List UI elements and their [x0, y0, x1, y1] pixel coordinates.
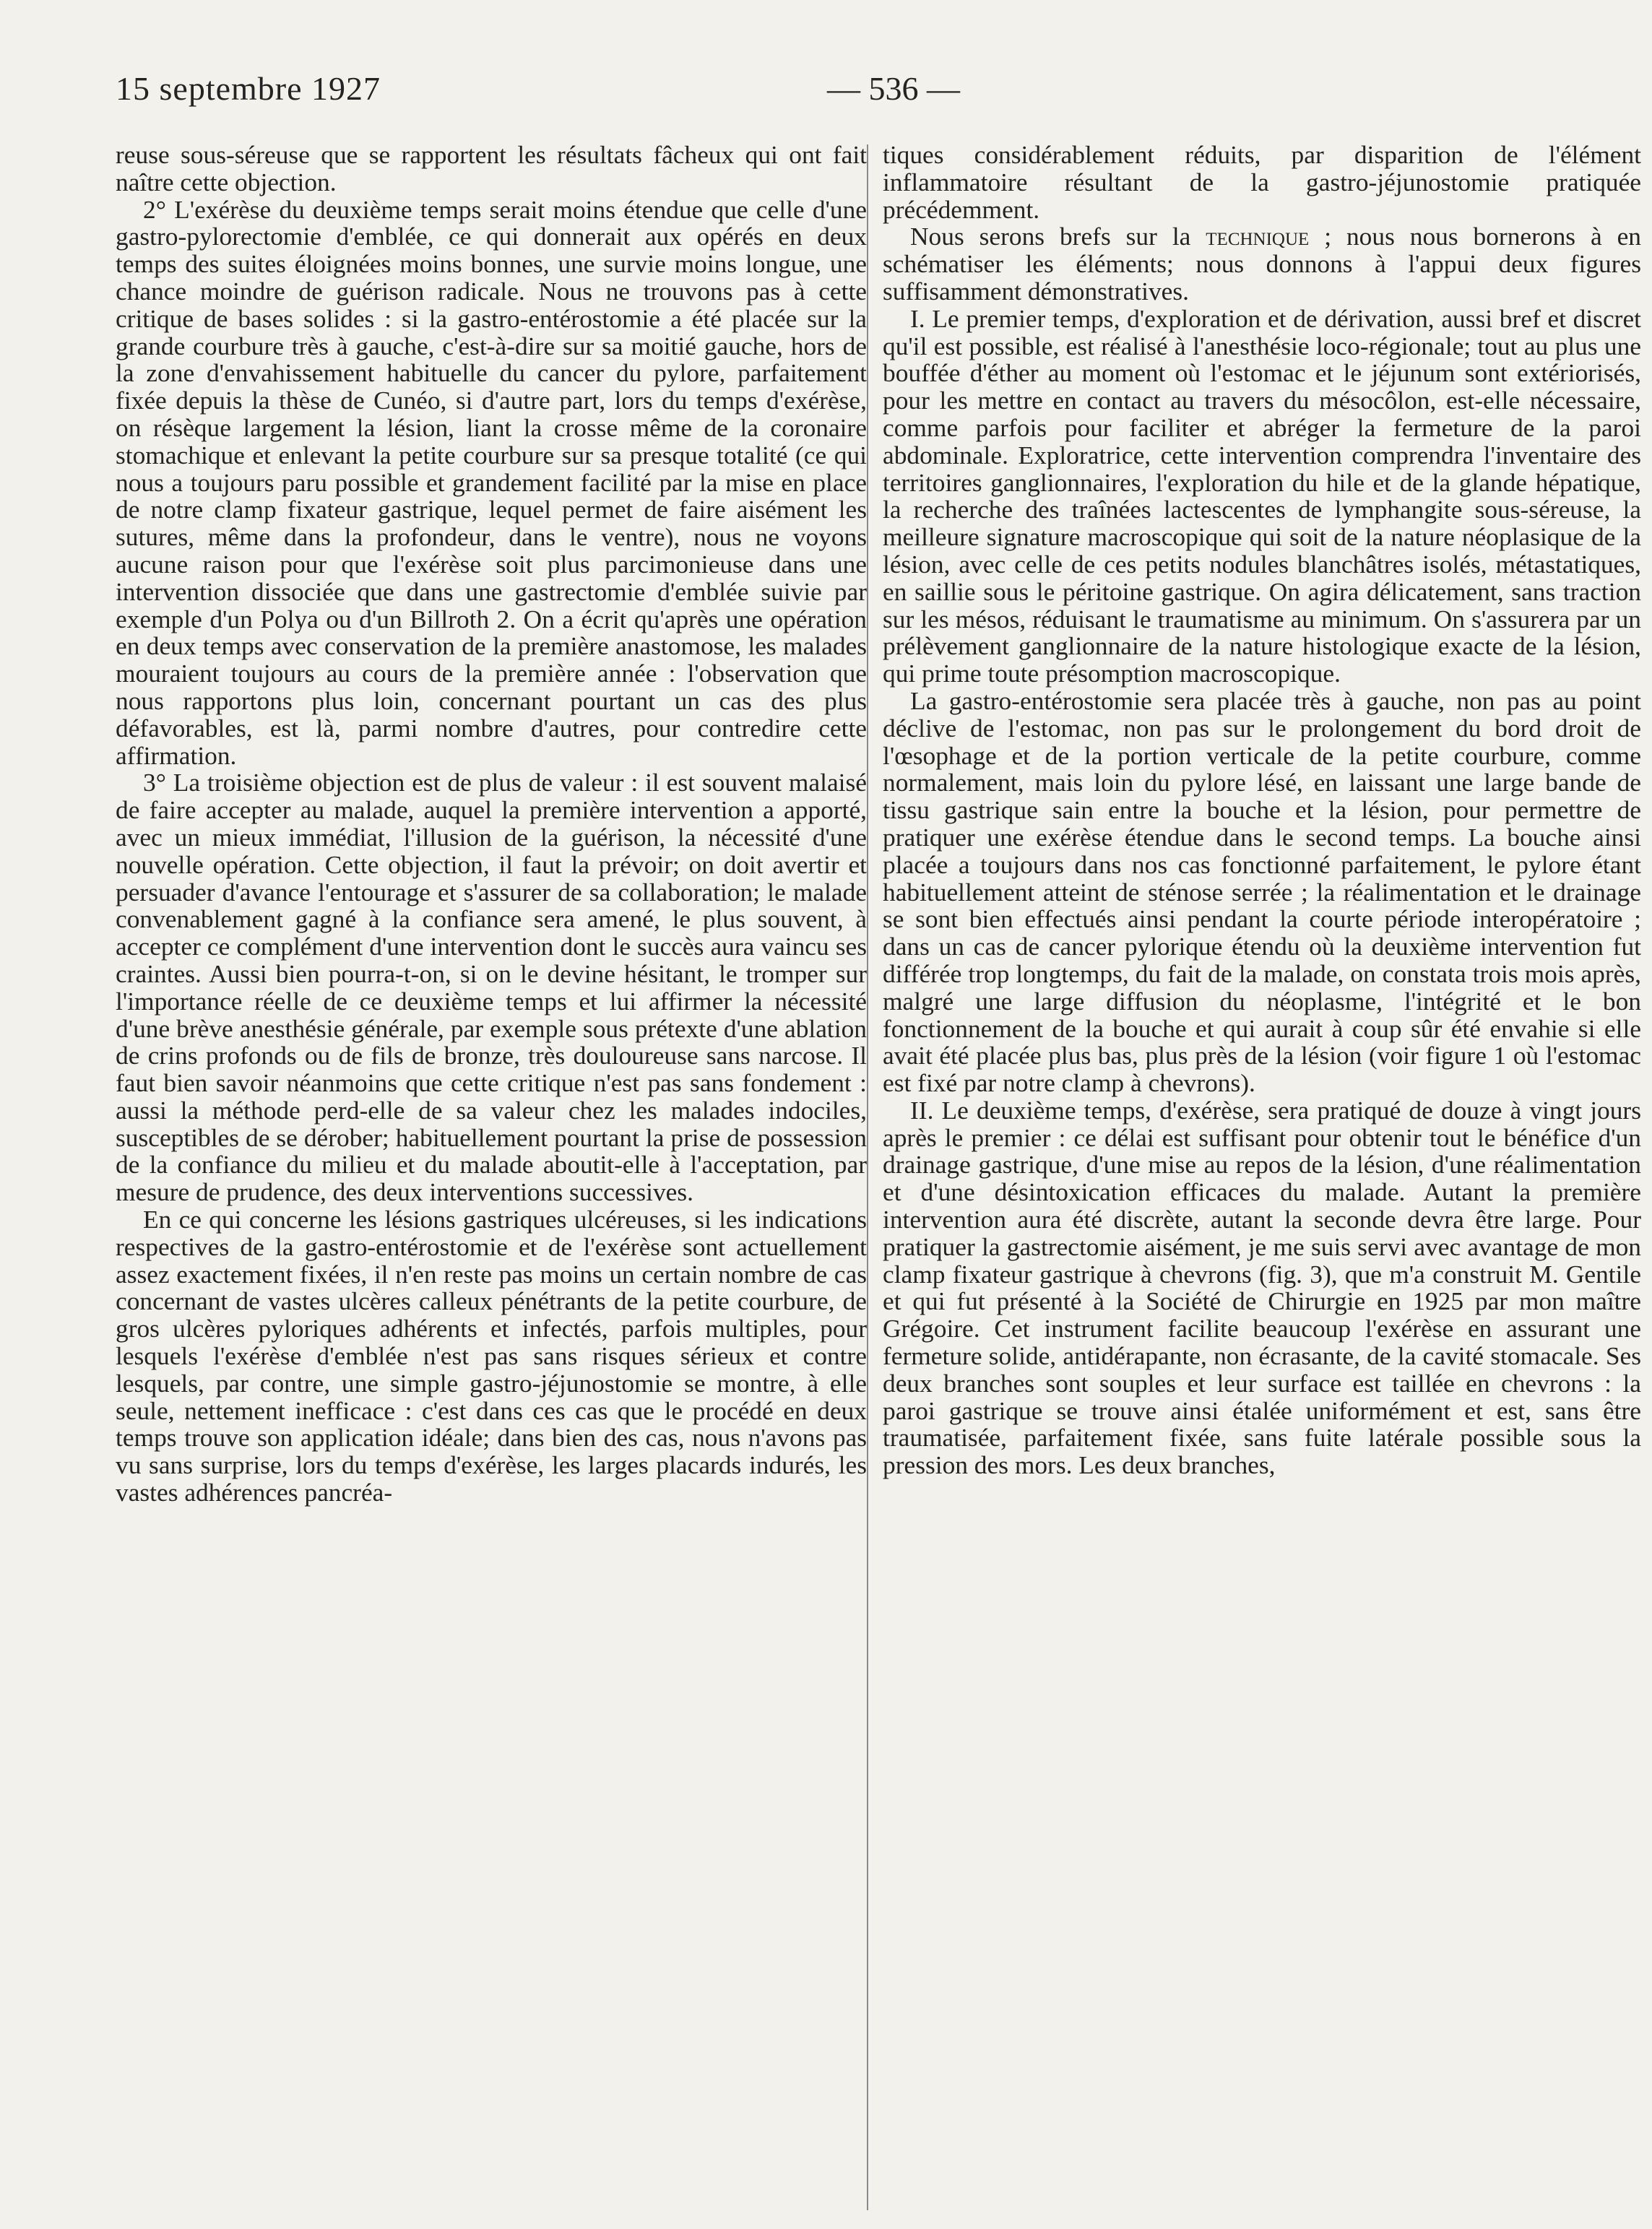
issue-date: 15 septembre 1927 — [116, 70, 381, 107]
paragraph-text: Nous serons brefs sur la — [910, 222, 1206, 251]
page-number: — 536 — — [827, 70, 960, 107]
paragraph: 2° L'exérèse du deuxième temps serait moins étendue que celle d'une gastro-pylorectomie d'emblée, ce qui donnerait aux opérés en deux temps des suites éloignées moins bonnes, une survie moins longue, une chance moindre de guérison radicale. Nous ne trouvons pas à cette critique de bases solides : si la gastro-entérostomie a été placée sur la grande courbure très à gauche, c'est-à-dire sur sa moitié gauche, hors de la zone d'envahissement habituelle du cancer du pylore, parfaitement fixée depuis la thèse de Cunéo, si d'autre part, lors du temps d'exérèse, on résèque largement la lésion, liant la crosse même de la coronaire stomachique et enlevant la petite courbure sur sa presque totalité (ce qui nous a toujours paru possible et grandement facilité par la mise en place de notre clamp fixateur gastrique, lequel permet de faire aisément les sutures, même dans la profondeur, dans le ventre), nous ne voyons aucune raison pour que l'exérèse soit plus parcimonieuse dans une intervention dissociée que dans une gastrectomie d'emblée suivie par exemple d'un Polya ou d'un Billroth 2. On a écrit qu'après une opération en deux temps avec conservation de la première anastomose, les malades mouraient toujours au cours de la première année : l'observation que nous rapportons plus loin, concernant pourtant un cas des plus défavorables, est là, parmi nombre d'autres, pour contredire cette affirmation. — [116, 194, 867, 770]
column-divider — [867, 144, 868, 2210]
paragraph-text: ; nous nous bornerons à en schématiser les éléments; nous donnons à l'appui deux figures suffisamment démonstratives. — [883, 222, 1641, 306]
left-column — [116, 142, 867, 1507]
page-header — [116, 69, 1551, 120]
right-column — [883, 142, 1641, 1479]
paragraph: La gastro-entérostomie sera placée très à gauche, non pas au point déclive de l'estomac, non pas sur le prolongement du bord droit de l'œsophage et de la portion verticale de la petite courbure, comme normalement, mais loin du pylore lésé, en laissant une large bande de tissu gastrique sain entre la bouche et la lésion, pour permettre de pratiquer une exérèse étendue dans le second temps. La bouche ainsi placée a toujours dans nos cas fonctionné parfaitement, le pylore étant habituellement atteint de sténose serrée ; la réalimentation et le drainage se sont bien effectués ainsi pendant la courte période interopératoire ; dans un cas de cancer pylorique étendu où la deuxième intervention fut différée trop longtemps, du fait de la malade, on constata trois mois après, malgré une large diffusion du néoplasme, l'intégrité et le bon fonctionnement de la bouche et qui aurait à coup sûr été envahie si elle avait été placée plus bas, plus près de la lésion (voir figure 1 où l'estomac est fixé par notre clamp à chevrons). — [883, 685, 1641, 1098]
paragraph: II. Le deuxième temps, d'exérèse, sera pratiqué de douze à vingt jours après le premier : ce délai est suffisant pour obtenir tout le bénéfice d'un drainage gastrique, d'une mise au repos de la lésion, d'une réalimentation et d'une désintoxication efficaces du malade. Autant la première intervention aura été discrète, autant la seconde devra être large. Pour pratiquer la gastrectomie aisément, je me suis servi avec avantage de mon clamp fixateur gastrique à chevrons (fig. 3), que m'a construit M. Gentile et qui fut présenté à la Société de Chirurgie en 1925 par mon maître Grégoire. Cet instrument facilite beaucoup l'exérèse en assurant une fermeture solide, antidérapante, non écrasante, de la cavité stomacale. Ses deux branches sont souples et leur surface est taillée en chevrons : la paroi gastrique se trouve ainsi étalée uniformément et est, sans être traumatisée, parfaitement fixée, sans fuite latérale possible sous la pression des mors. Les deux branches, — [883, 1095, 1641, 1480]
paragraph: En ce qui concerne les lésions gastriques ulcéreuses, si les indications respectives de la gastro-entérostomie et de l'exérèse sont actuellement assez exactement fixées, il n'en reste pas moins un certain nombre de cas concernant de vastes ulcères calleux pénétrants de la petite courbure, de gros ulcères pyloriques adhérents et infectés, parfois multiples, pour lesquels l'exérèse d'emblée n'est pas sans risques sérieux et contre lesquels, par contre, une simple gastro-jéjunostomie se montre, à elle seule, nettement inefficace : c'est dans ces cas que le procédé en deux temps trouve son application idéale; dans bien des cas, nous n'avons pas vu sans surprise, lors du temps d'exérèse, les larges placards indurés, les vastes adhérences pancréa- — [116, 1205, 867, 1507]
paragraph — [883, 223, 1641, 305]
small-caps-term: technique — [1206, 222, 1310, 251]
paragraph: I. Le premier temps, d'exploration et de dérivation, aussi bref et discret qu'il est possible, est réalisé à l'anesthésie loco-régionale; tout au plus une bouffée d'éther au moment où l'estomac et le jéjunum sont extériorisés, pour les mettre en contact au travers du mésocôlon, est-elle nécessaire, comme parfois pour faciliter et abréger la fermeture de la paroi abdominale. Exploratrice, cette intervention comprendra l'inventaire des territoires ganglionnaires, l'exploration du hile et de la glande hépatique, la recherche des traînées lactescentes de lymphangite sous-séreuse, la meilleure signature macroscopique qui soit de la nature néoplasique de la lésion, avec celle de ces petits nodules blanchâtres isolés, métastatiques, en saillie sous le péritoine gastrique. On agira délicatement, sans traction sur les mésos, réduisant le traumatisme au minimum. On s'assurera par un prélèvement ganglionnaire de la nature histologique exacte de la lésion, qui prime toute présomption macroscopique. — [883, 303, 1641, 688]
paragraph: 3° La troisième objection est de plus de valeur : il est souvent malaisé de faire accepter au malade, auquel la première intervention a apporté, avec un mieux immédiat, l'illusion de la guérison, la nécessité d'une nouvelle opération. Cette objection, il faut la prévoir; on doit avertir et persuader d'avance l'entourage et s'assurer de sa collaboration; le malade convenablement gagné à la confiance sera amené, le plus souvent, à accepter ce complément d'une intervention dont le succès aura vaincu ses craintes. Aussi bien pourra-t-on, si on le devine hésitant, le tromper sur l'importance réelle de ce deuxième temps et lui affirmer la nécessité d'une brève anesthésie générale, par exemple sous prétexte d'une ablation de crins profonds ou de fils de bronze, très douloureuse sans narcose. Il faut bien savoir néanmoins que cette critique n'est pas sans fondement : aussi la méthode perd-elle de sa valeur chez les malades indociles, susceptibles de se dérober; habituellement pourtant la prise de possession de la confiance du milieu et du malade aboutit-elle à l'acceptation, par mesure de prudence, des deux interventions successives. — [116, 768, 867, 1207]
paragraph: tiques considérablement réduits, par disparition de l'élément inflammatoire résultant de la gastro-jéjunostomie pratiquée précédemment. — [883, 140, 1641, 224]
paragraph: reuse sous-séreuse que se rapportent les résultats fâcheux qui ont fait naître cette objection. — [116, 140, 867, 196]
